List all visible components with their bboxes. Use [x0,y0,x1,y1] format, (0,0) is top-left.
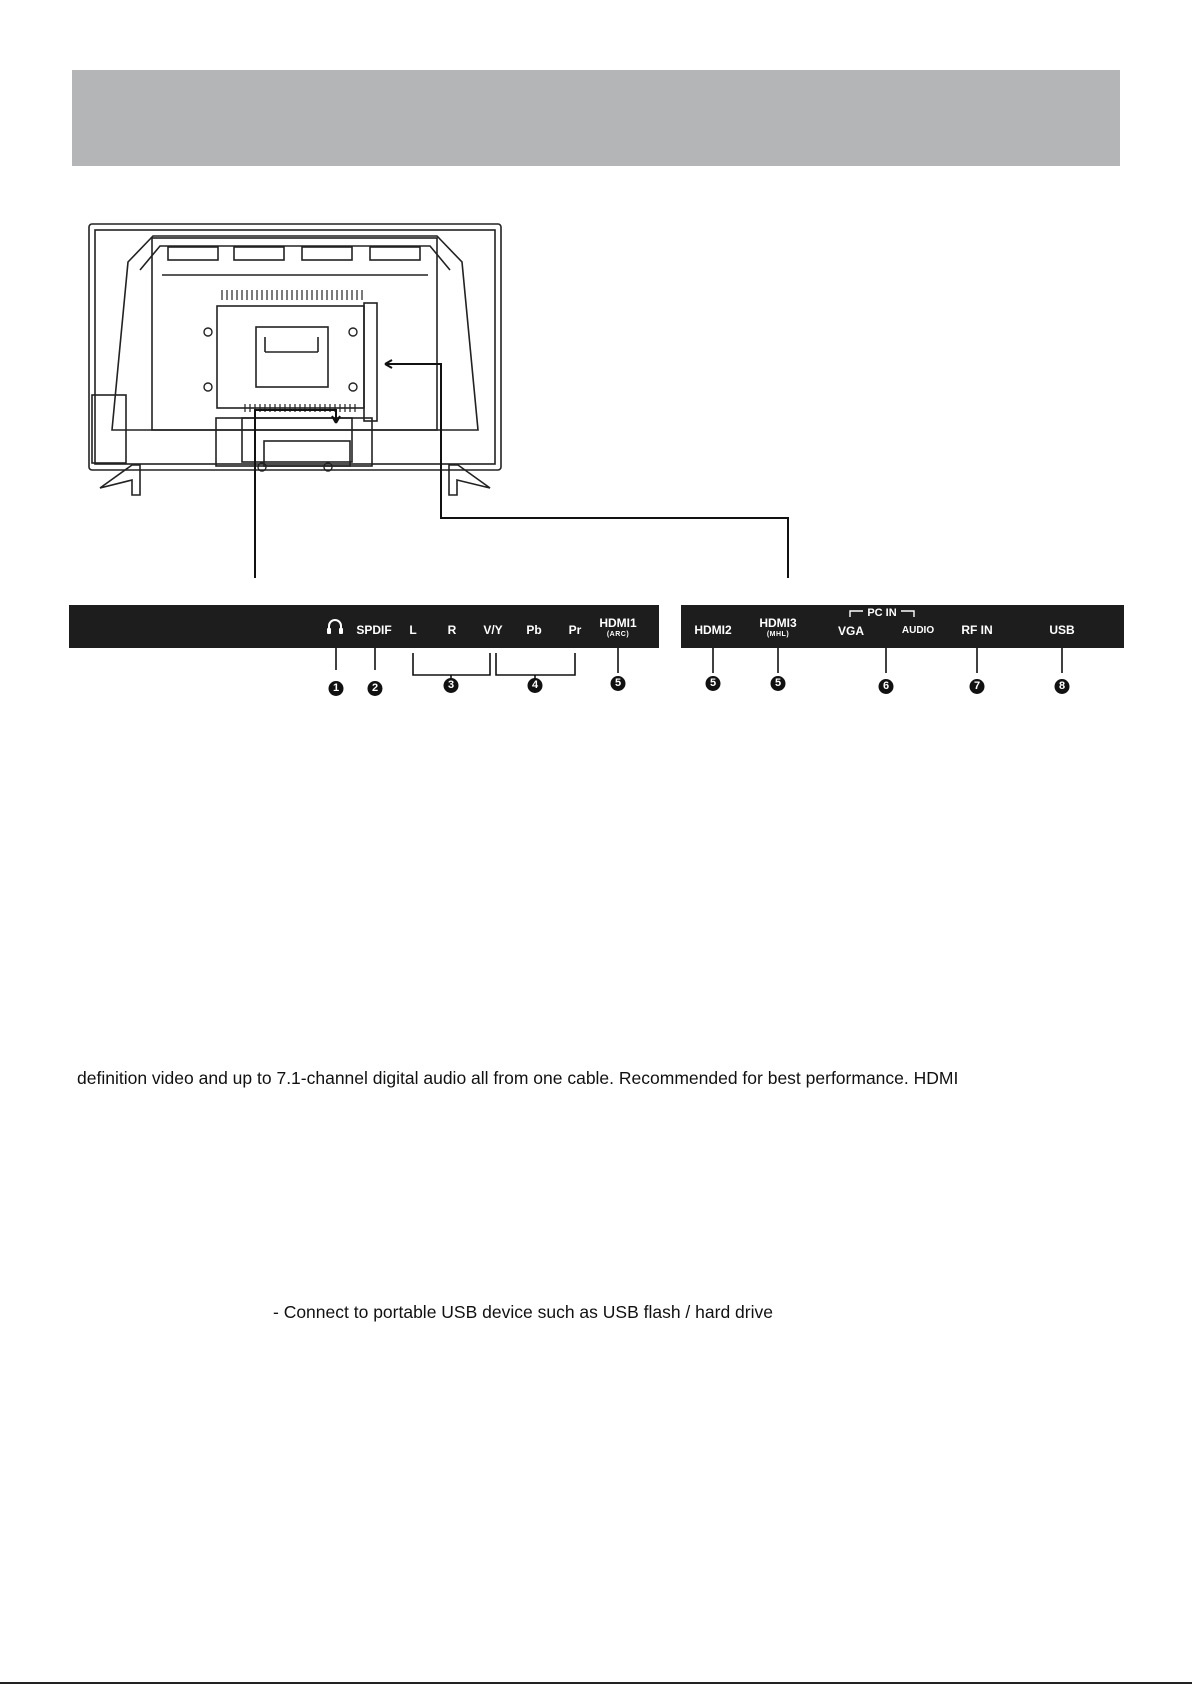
callout-3: 3 [444,678,459,693]
callout-5-hdmi2: 5 [706,676,721,691]
label-pc-audio: AUDIO [901,625,935,636]
callout-1: 1 [329,681,344,696]
body-text-usb: - Connect to portable USB device such as USB flash / hard drive [273,1302,773,1322]
body-text-hdmi: definition video and up to 7.1-channel digital audio all from one cable. Recommended for best performance. HDMI [77,1068,959,1088]
callout-4: 4 [528,678,543,693]
label-rf-in: RF IN [961,623,993,637]
label-pb: Pb [526,623,542,637]
callout-2: 2 [368,681,383,696]
callout-8: 8 [1055,679,1070,694]
label-vga: VGA [837,624,865,638]
footer-rule [0,1682,1192,1684]
label-audio-l: L [409,623,417,637]
label-hdmi1-main: HDMI1 [599,616,637,630]
label-hdmi2: HDMI2 [694,623,732,637]
label-audio-r: R [447,623,457,637]
label-usb: USB [1049,623,1075,637]
callout-5: 5 [611,676,626,691]
label-spdif: SPDIF [356,623,392,637]
label-hdmi3-sub: (MHL) [766,631,790,638]
label-hdmi3-main: HDMI3 [759,616,797,630]
label-vy: V/Y [483,623,503,637]
label-hdmi1-sub: (ARC) [606,631,630,638]
callout-7: 7 [970,679,985,694]
label-pc-in: PC IN [867,607,897,619]
callout-6: 6 [879,679,894,694]
label-pr: Pr [568,623,582,637]
callout-5-hdmi3: 5 [771,676,786,691]
callout-lines [0,0,1192,700]
